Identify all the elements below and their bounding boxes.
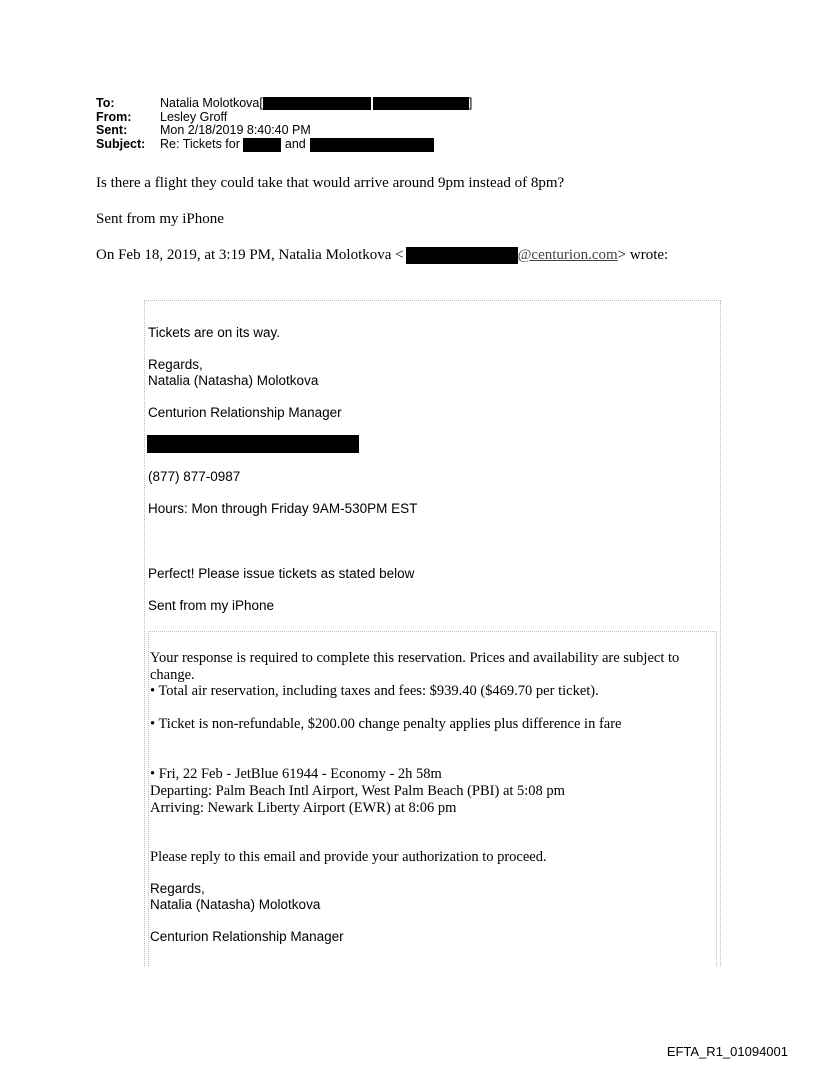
quoted-message-1 bbox=[144, 300, 721, 966]
redaction-block bbox=[406, 247, 518, 264]
subject-row bbox=[96, 138, 472, 152]
reply1-phone: (877) 877-0987 bbox=[148, 469, 241, 484]
to-row bbox=[96, 97, 472, 111]
document-id: EFTA_R1_01094001 bbox=[666, 1044, 788, 1059]
from-label: From: bbox=[96, 109, 132, 124]
to-close: ] bbox=[468, 96, 473, 110]
sent-row bbox=[96, 124, 472, 138]
reply2-departing: Departing: Palm Beach Intl Airport, West Palm Beach (PBI) at 5:08 pm bbox=[150, 783, 565, 799]
sent-label: Sent: bbox=[96, 123, 128, 137]
quote-suffix: > wrote: bbox=[617, 247, 669, 263]
reply1-title: Centurion Relationship Manager bbox=[148, 405, 342, 420]
reply2-bullet2: • Ticket is non-refundable, $200.00 change penalty applies plus difference in fare bbox=[150, 716, 622, 732]
question-text: Is there a flight they could take that would arrive around 9pm instead of 8pm? bbox=[96, 175, 565, 191]
reply2-name: Natalia (Natasha) Molotkova bbox=[150, 897, 321, 912]
quoted-message-2 bbox=[148, 631, 717, 966]
from-value: Lesley Groff bbox=[160, 109, 228, 124]
redaction-block bbox=[263, 97, 371, 110]
reply2-bullet1: • Total air reservation, including taxes and fees: $939.40 ($469.70 per ticket). bbox=[150, 683, 599, 699]
reply2-arriving: Arriving: Newark Liberty Airport (EWR) at 8:06 pm bbox=[150, 800, 457, 816]
from-row bbox=[96, 111, 472, 125]
to-label: To: bbox=[96, 96, 115, 110]
redaction-block bbox=[373, 97, 469, 110]
redaction-block bbox=[147, 435, 359, 453]
redaction-block bbox=[310, 138, 434, 152]
email-domain-link[interactable]: @centurion.com bbox=[517, 247, 618, 263]
reply1-line1: Tickets are on its way. bbox=[148, 325, 281, 340]
subject-mid: and bbox=[284, 136, 306, 151]
reply2-bullet3: • Fri, 22 Feb - JetBlue 61944 - Economy - 2h 58m bbox=[150, 766, 442, 782]
reply1-signature: Sent from my iPhone bbox=[148, 598, 275, 613]
reply1-perfect: Perfect! Please issue tickets as stated below bbox=[148, 566, 415, 581]
quote-attribution bbox=[96, 247, 668, 264]
reply2-request: Please reply to this email and provide your authorization to proceed. bbox=[150, 849, 547, 865]
subject-label: Subject: bbox=[96, 136, 146, 151]
reply1-hours: Hours: Mon through Friday 9AM-530PM EST bbox=[148, 501, 418, 516]
email-header bbox=[96, 97, 472, 152]
redaction-block bbox=[243, 138, 281, 152]
reply1-name: Natalia (Natasha) Molotkova bbox=[148, 373, 319, 388]
reply2-para1: Your response is required to complete this reservation. Prices and availability are subject to change. bbox=[150, 650, 680, 683]
subject-prefix: Re: Tickets for bbox=[160, 136, 240, 151]
reply1-regards: Regards, bbox=[148, 357, 203, 372]
reply2-regards: Regards, bbox=[150, 881, 205, 896]
sent-from-iphone: Sent from my iPhone bbox=[96, 211, 224, 227]
quote-prefix: On Feb 18, 2019, at 3:19 PM, Natalia Molotkova < bbox=[96, 247, 404, 263]
reply2-title: Centurion Relationship Manager bbox=[150, 929, 344, 944]
to-value: Natalia Molotkova[ bbox=[160, 96, 263, 110]
sent-value: Mon 2/18/2019 8:40:40 PM bbox=[160, 123, 311, 137]
